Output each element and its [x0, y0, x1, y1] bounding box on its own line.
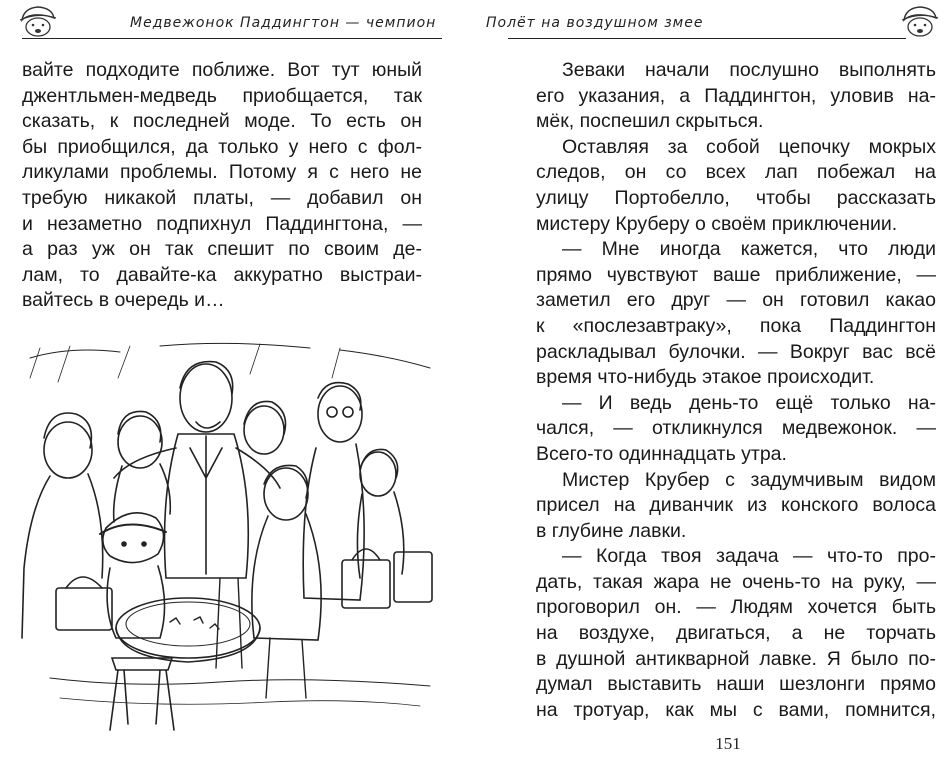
text-line: — Мне иногда кажется, что люди	[562, 238, 936, 261]
crowd-illustration	[10, 338, 450, 738]
text-line: дать, такая жара не очень-то на руку, —	[536, 570, 936, 593]
text-line: раскладывал булочки. — Вокруг вас всё	[536, 340, 936, 363]
text-line: проговорил он. — Людям хочется быть	[536, 596, 936, 619]
text-line: — Когда твоя задача — что-то про-	[562, 545, 936, 568]
text-line: думал выставить наши шезлонги прямо	[536, 673, 936, 696]
text-line: прямо чувствуют ваше приближение, —	[536, 263, 936, 286]
text-line: присел на диванчик из конского волоса	[536, 494, 936, 517]
paddington-bear-icon	[896, 2, 944, 40]
text-line: сказать, к последней моде. То есть он	[22, 110, 422, 133]
text-line: и незаметно подпихнул Паддингтона, —	[22, 212, 422, 235]
text-line: на воздухе, двигаться, а не торчать	[536, 622, 936, 645]
text-line: заметил его друг — он готовил какао	[536, 289, 936, 312]
right-page-text	[536, 58, 936, 723]
text-line: вайтесь в очередь и…	[22, 289, 225, 312]
text-line: улицу Портобелло, чтобы рассказать	[536, 186, 936, 209]
right-page	[472, 0, 944, 759]
text-line: — И ведь день-то ещё только на-	[562, 391, 936, 414]
text-line: в глубине лавки.	[536, 519, 687, 542]
page-number: 151	[715, 734, 741, 753]
text-line: Мистер Крубер с задумчивым видом	[562, 468, 936, 491]
text-line: Оставляя за собой цепочку мокрых	[562, 135, 936, 158]
text-line: ликулами проблемы. Потому я с него не	[22, 161, 422, 184]
text-line: чался, — откликнулся медвежонок. —	[536, 417, 936, 440]
header-rule	[22, 38, 442, 39]
text-line: к «послезавтраку», пока Паддингтон	[536, 314, 936, 337]
text-line: Всего-то одиннадцать утра.	[536, 442, 787, 465]
text-line: мистеру Круберу о своём приключении.	[536, 212, 898, 235]
text-line: следов, он со всех лап побежал на	[536, 161, 936, 184]
text-line: на тротуар, как мы с вами, помнится,	[536, 698, 936, 721]
text-line: его указания, а Паддингтон, уловив на-	[536, 84, 936, 107]
text-line: мёк, поспешил скрыться.	[536, 110, 764, 133]
text-line: вайте подходите поближе. Вот тут юный	[22, 59, 422, 81]
left-page-text	[22, 58, 422, 314]
text-line: Зеваки начали послушно выполнять	[562, 59, 936, 81]
running-head: Полёт на воздушном змее	[486, 15, 704, 31]
paddington-bear-icon	[14, 2, 62, 40]
text-line: время что-нибудь этакое происходит.	[536, 366, 875, 389]
header-rule	[508, 38, 906, 39]
running-head: Медвежонок Паддингтон — чемпион	[130, 15, 437, 31]
text-line: требую никакой платы, — добавил он	[22, 186, 422, 209]
text-line: в душной антикварной лавке. Я было по-	[536, 647, 936, 670]
text-line: джентльмен-медведь приобщается, так	[22, 84, 422, 107]
text-line: бы приобщился, да только у него с фол-	[22, 135, 422, 158]
text-line: лам, то давайте-ка аккуратно выстраи-	[22, 263, 422, 286]
text-line: а раз уж он так спешит по своим де-	[22, 238, 422, 261]
